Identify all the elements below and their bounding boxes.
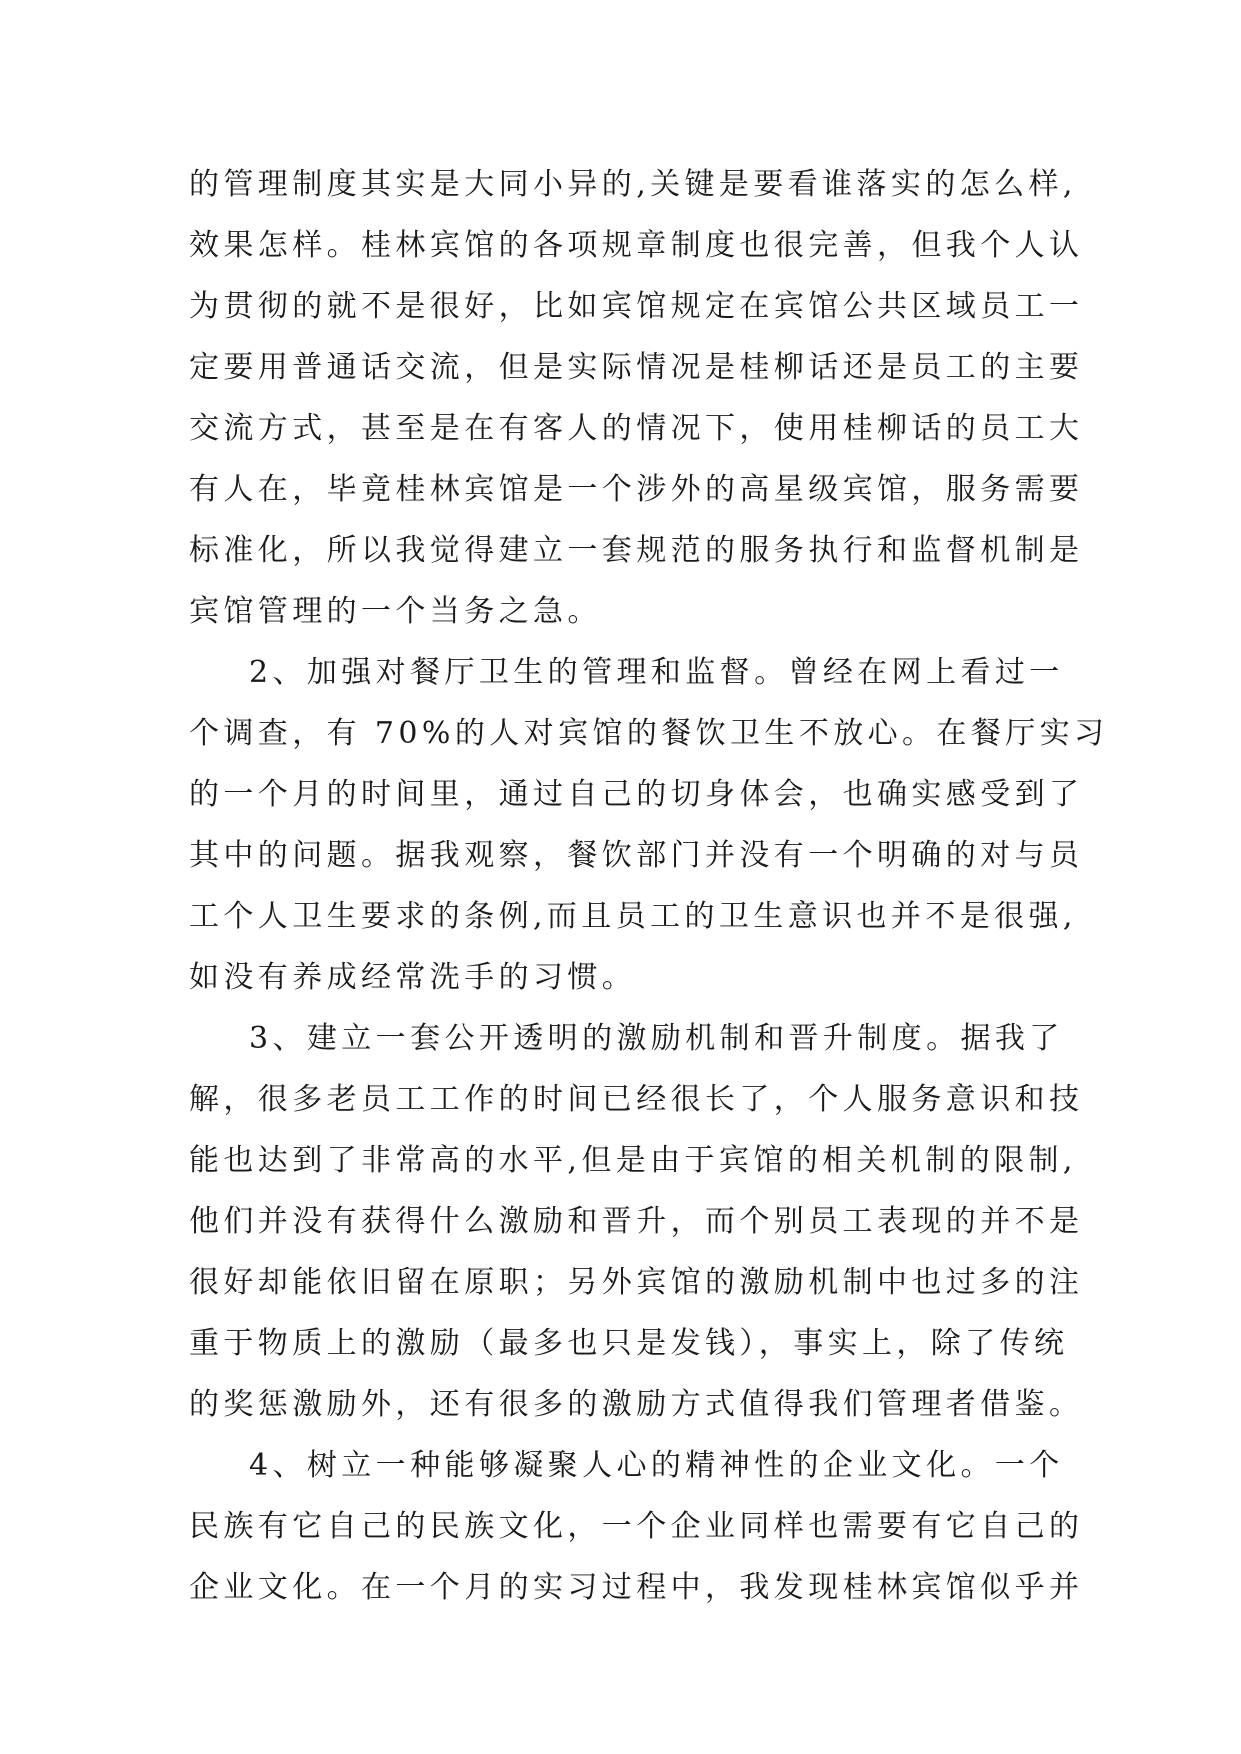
text-line: 标准化，所以我觉得建立一套规范的服务执行和监督机制是 — [189, 533, 1084, 568]
text-line: 很好却能依旧留在原职；另外宾馆的激励机制中也过多的注 — [189, 1265, 1084, 1300]
text-line: 能也达到了非常高的水平,但是由于宾馆的相关机制的限制, — [189, 1143, 1077, 1178]
text-line: 企业文化。在一个月的实习过程中，我发现桂林宾馆似乎并 — [189, 1570, 1084, 1605]
text-line: 其中的问题。据我观察，餐饮部门并没有一个明确的对与员 — [189, 838, 1084, 873]
text-line: 2、加强对餐厅卫生的管理和监督。曾经在网上看过一 — [249, 655, 1064, 690]
text-line: 的管理制度其实是大同小异的,关键是要看谁落实的怎么样, — [189, 167, 1077, 202]
text-line: 为贯彻的就不是很好，比如宾馆规定在宾馆公共区域员工一 — [189, 289, 1084, 324]
text-line: 他们并没有获得什么激励和晋升，而个别员工表现的并不是 — [189, 1204, 1084, 1239]
text-line: 有人在，毕竟桂林宾馆是一个涉外的高星级宾馆，服务需要 — [189, 472, 1084, 507]
text-line: 解，很多老员工工作的时间已经很长了，个人服务意识和技 — [189, 1082, 1084, 1117]
text-line: 的一个月的时间里，通过自己的切身体会，也确实感受到了 — [189, 777, 1084, 812]
text-line: 定要用普通话交流，但是实际情况是桂柳话还是员工的主要 — [189, 350, 1084, 385]
text-line: 宾馆管理的一个当务之急。 — [189, 594, 602, 629]
text-line: 如没有养成经常洗手的习惯。 — [189, 960, 637, 995]
text-line: 重于物质上的激励（最多也只是发钱），事实上，除了传统 — [189, 1326, 1069, 1361]
text-line: 效果怎样。桂林宾馆的各项规章制度也很完善，但我个人认 — [189, 228, 1084, 263]
text-line: 民族有它自己的民族文化，一个企业同样也需要有它自己的 — [189, 1509, 1084, 1544]
text-line: 3、建立一套公开透明的激励机制和晋升制度。据我了 — [249, 1021, 1064, 1056]
text-line: 个调查，有 70%的人对宾馆的餐饮卫生不放心。在餐厅实习 — [189, 716, 1109, 751]
text-line: 4、树立一种能够凝聚人心的精神性的企业文化。一个 — [249, 1448, 1064, 1483]
text-line: 工个人卫生要求的条例,而且员工的卫生意识也并不是很强, — [189, 899, 1077, 934]
text-line: 交流方式，甚至是在有客人的情况下，使用桂柳话的员工大 — [189, 411, 1084, 446]
text-line: 的奖惩激励外，还有很多的激励方式值得我们管理者借鉴。 — [189, 1387, 1084, 1422]
